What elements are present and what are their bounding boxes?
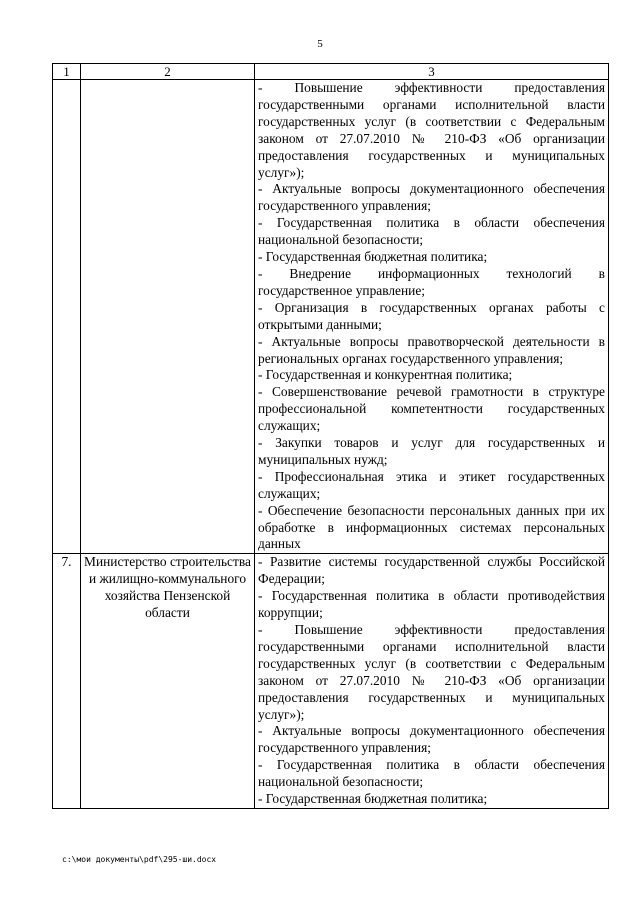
column-header-organization: 2 [81, 64, 255, 80]
course-item: - Государственная политика в области обеспечения национальной безопасности; [258, 215, 605, 248]
column-header-courses: 3 [255, 64, 609, 80]
row-number: 7. [53, 554, 81, 809]
course-item: - Государственная бюджетная политика; [258, 791, 488, 807]
organization-name: Министерство строительства и жилищно-коммунального хозяйства Пензенской области [81, 554, 255, 809]
course-item: - Актуальные вопросы правотворческой деятельности в региональных органах государственного управления; [258, 333, 605, 366]
course-item: - Государственная политика в области противодействия коррупции; [258, 588, 605, 621]
courses-table [52, 63, 609, 809]
table-row [53, 80, 609, 554]
course-item: - Актуальные вопросы документационного обеспечения государственного управления; [258, 181, 605, 214]
organization-name [81, 80, 255, 554]
course-item: - Обеспечение безопасности персональных данных при их обработке в информационных системах персональных данных [258, 502, 605, 552]
course-item: - Развитие системы государственной службы Российской Федерации; [258, 554, 605, 587]
course-item: - Государственная политика в области обеспечения национальной безопасности; [258, 757, 605, 790]
footer-file-path: c:\мои документы\pdf\295-ши.docx [62, 855, 217, 864]
courses-list [255, 554, 609, 809]
course-item: - Совершенствование речевой грамотности в структуре профессиональной компетентности государственных служащих; [258, 384, 605, 434]
column-header-number: 1 [53, 64, 81, 80]
course-item: - Государственная и конкурентная политика; [258, 367, 513, 383]
table-row [53, 554, 609, 809]
page-number: 5 [317, 38, 323, 50]
courses-list [255, 80, 609, 554]
course-item: - Закупки товаров и услуг для государственных и муниципальных нужд; [258, 435, 605, 467]
table-header-row [53, 64, 609, 80]
course-item: - Повышение эффективности предоставления государственными органами исполнительной власти государственных услуг (в соответствии с Федеральным законом от 27.07.2010 № 210-ФЗ «Об организации предоставления государственных и муниципальных услуг»); [258, 80, 605, 180]
course-item: - Внедрение информационных технологий в государственное управление; [258, 265, 605, 298]
course-item: - Организация в государственных органах работы с открытыми данными; [258, 299, 605, 332]
row-number [53, 80, 81, 554]
course-item: - Профессиональная этика и этикет государственных служащих; [258, 468, 605, 501]
course-item: - Государственная бюджетная политика; [258, 249, 488, 265]
course-item: - Повышение эффективности предоставления государственными органами исполнительной власти государственных услуг (в соответствии с Федеральным законом от 27.07.2010 № 210-ФЗ «Об организации предоставления государственных и муниципальных услуг»); [258, 622, 605, 722]
course-item: - Актуальные вопросы документационного обеспечения государственного управления; [258, 723, 605, 756]
